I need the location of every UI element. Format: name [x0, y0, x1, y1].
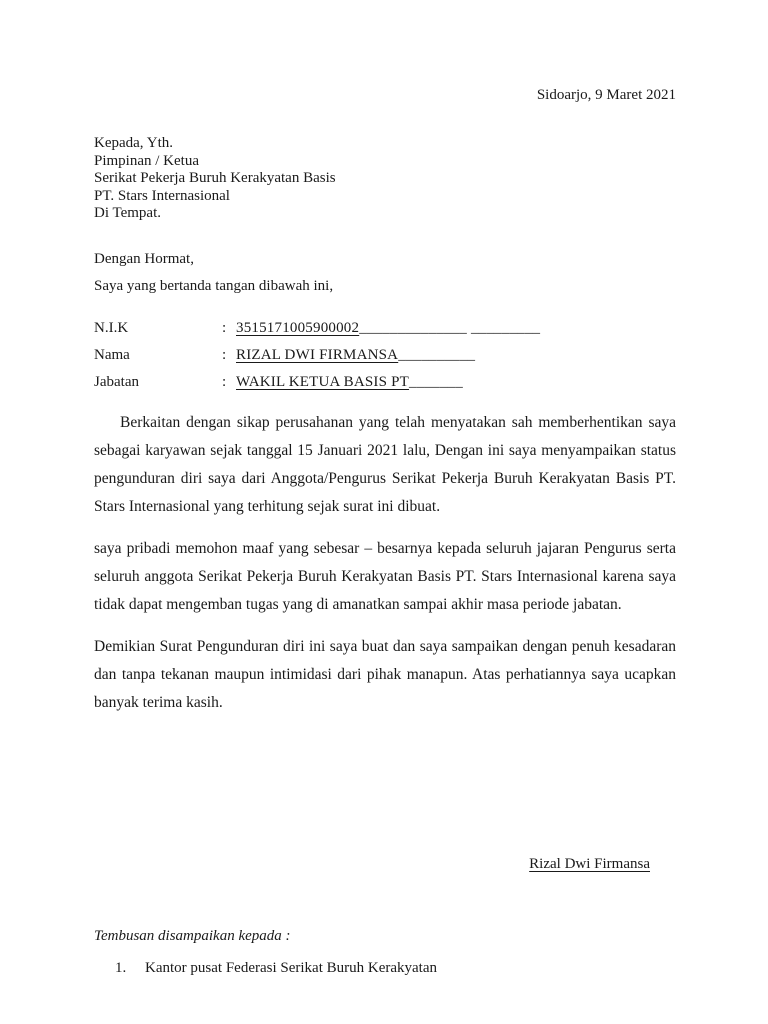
field-underline-tail: _______	[409, 373, 463, 390]
field-row-jabatan	[94, 373, 676, 391]
recipient-line: Kepada, Yth.	[94, 135, 173, 151]
identity-fields	[94, 319, 676, 391]
field-row-nama	[94, 346, 676, 364]
recipient-line: Di Tempat.	[94, 205, 161, 221]
field-row-nik	[94, 319, 676, 337]
date-line: Sidoarjo, 9 Maret 2021	[536, 87, 676, 103]
field-value-nama: RIZAL DWI FIRMANSA	[236, 346, 399, 363]
paragraph-3: Demikian Surat Pengunduran diri ini saya buat dan saya sampaikan dengan penuh kesadaran dan tanpa tekanan maupun intimidasi dari pihak manapun. Atas perhatiannya saya ucapkan banyak terima kasih.	[94, 637, 676, 711]
intro-line: Saya yang bertanda tangan dibawah ini,	[94, 277, 334, 294]
cc-item-number: 1.	[115, 959, 127, 976]
recipient-block	[94, 135, 676, 223]
field-label: Jabatan	[94, 373, 139, 390]
cc-heading: Tembusan disampaikan kepada :	[94, 927, 291, 944]
field-underline-tail: __________	[398, 346, 476, 363]
cc-item-text: Kantor pusat Federasi Serikat Buruh Kerakyatan	[145, 959, 437, 976]
salutation: Dengan Hormat,	[94, 250, 194, 267]
field-value-jabatan: WAKIL KETUA BASIS PT	[236, 373, 410, 390]
cc-list-item	[94, 959, 676, 977]
recipient-line: PT. Stars Internasional	[94, 187, 230, 204]
recipient-line: Serikat Pekerja Buruh Kerakyatan Basis	[94, 170, 336, 186]
field-value-nik: 3515171005900002	[236, 319, 360, 336]
letter-body	[94, 409, 676, 717]
recipient-line: Pimpinan / Ketua	[94, 152, 199, 169]
field-underline-tail: ______________ _________	[359, 319, 541, 336]
signature-name: Rizal Dwi Firmansa	[529, 855, 650, 872]
field-label: N.I.K	[94, 319, 129, 336]
field-label: Nama	[94, 346, 130, 363]
cc-block	[94, 927, 676, 977]
paragraph-1: Berkaitan dengan sikap perusahanan yang telah menyatakan sah memberhentikan saya sebagai karyawan sejak tanggal 15 Januari 2021 lalu, Dengan ini saya menyampaikan status pengunduran diri saya dari Anggota/Pengurus Serikat Pekerja Buruh Kerakyatan Basis PT. Stars Internasional yang terhitung sejak surat ini dibuat.	[94, 413, 676, 515]
signature-block	[94, 855, 676, 873]
field-colon: :	[222, 346, 227, 363]
field-colon: :	[222, 319, 227, 336]
field-colon: :	[222, 373, 227, 390]
paragraph-2: saya pribadi memohon maaf yang sebesar – besarnya kepada seluruh jajaran Pengurus serta seluruh anggota Serikat Pekerja Buruh Kerakyatan Basis PT. Stars Internasional karena saya tidak dapat mengemban tugas yang di amanatkan sampai akhir masa periode jabatan.	[94, 539, 676, 613]
